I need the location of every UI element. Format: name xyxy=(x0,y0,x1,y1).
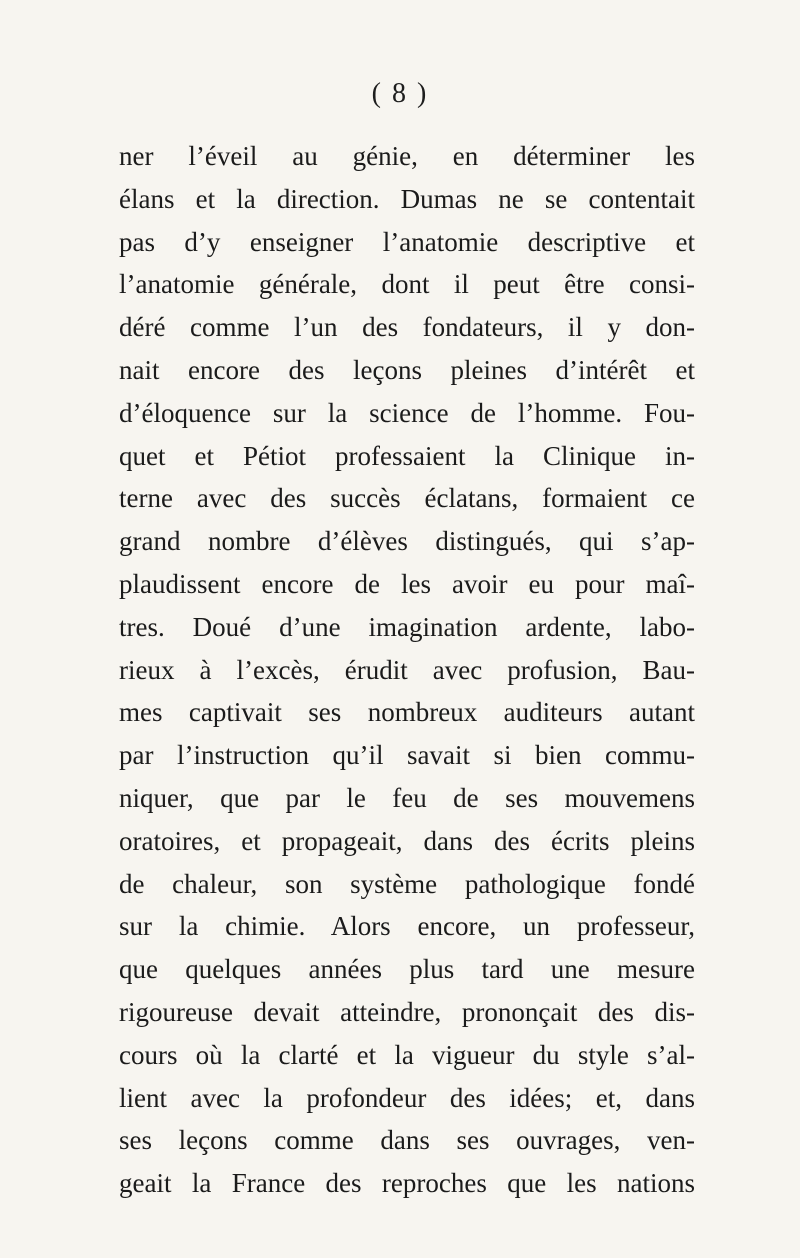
text-line: l’anatomie générale, dont il peut être consi- xyxy=(119,269,695,300)
text-line: plaudissent encore de les avoir eu pour maî- xyxy=(119,568,695,599)
text-line: ner l’éveil au génie, en déterminer les xyxy=(119,141,695,171)
text-line: cours où la clarté et la vigueur du style s’al- xyxy=(119,1039,695,1070)
text-line: tres. Doué d’une imagination ardente, labo- xyxy=(119,611,695,642)
text-line: pas d’y enseigner l’anatomie descriptive et xyxy=(119,226,695,257)
text-line: d’éloquence sur la science de l’homme. Fou- xyxy=(119,397,695,428)
text-line: mes captivait ses nombreux auditeurs autant xyxy=(119,697,695,728)
text-line: nait encore des leçons pleines d’intérêt et xyxy=(119,354,695,385)
text-line: ses leçons comme dans ses ouvrages, ven- xyxy=(119,1125,695,1156)
page-number: ( 8 ) xyxy=(371,78,429,109)
text-line: oratoires, et propageait, dans des écrits pleins xyxy=(119,825,695,856)
text-line: niquer, que par le feu de ses mouvemens xyxy=(119,782,695,813)
text-line: lient avec la profondeur des idées; et, dans xyxy=(119,1082,695,1113)
text-line: quet et Pétiot professaient la Clinique in- xyxy=(119,440,695,471)
text-line: rigoureuse devait atteindre, prononçait des dis- xyxy=(119,996,695,1027)
text-line: grand nombre d’élèves distingués, qui s’ap- xyxy=(119,526,695,557)
text-line: de chaleur, son système pathologique fondé xyxy=(119,868,695,899)
text-line: geait la France des reproches que les nations xyxy=(119,1168,695,1199)
text-line: rieux à l’excès, érudit avec profusion, Bau- xyxy=(119,654,695,685)
text-line: sur la chimie. Alors encore, un professeur, xyxy=(119,911,695,942)
text-line: terne avec des succès éclatans, formaient ce xyxy=(119,483,695,514)
text-line: déré comme l’un des fondateurs, il y don- xyxy=(119,312,695,343)
text-line: que quelques années plus tard une mesure xyxy=(119,954,695,985)
text-line: élans et la direction. Dumas ne se contentait xyxy=(119,183,695,214)
text-line: par l’instruction qu’il savait si bien commu- xyxy=(119,740,695,771)
body-text xyxy=(119,135,695,1205)
